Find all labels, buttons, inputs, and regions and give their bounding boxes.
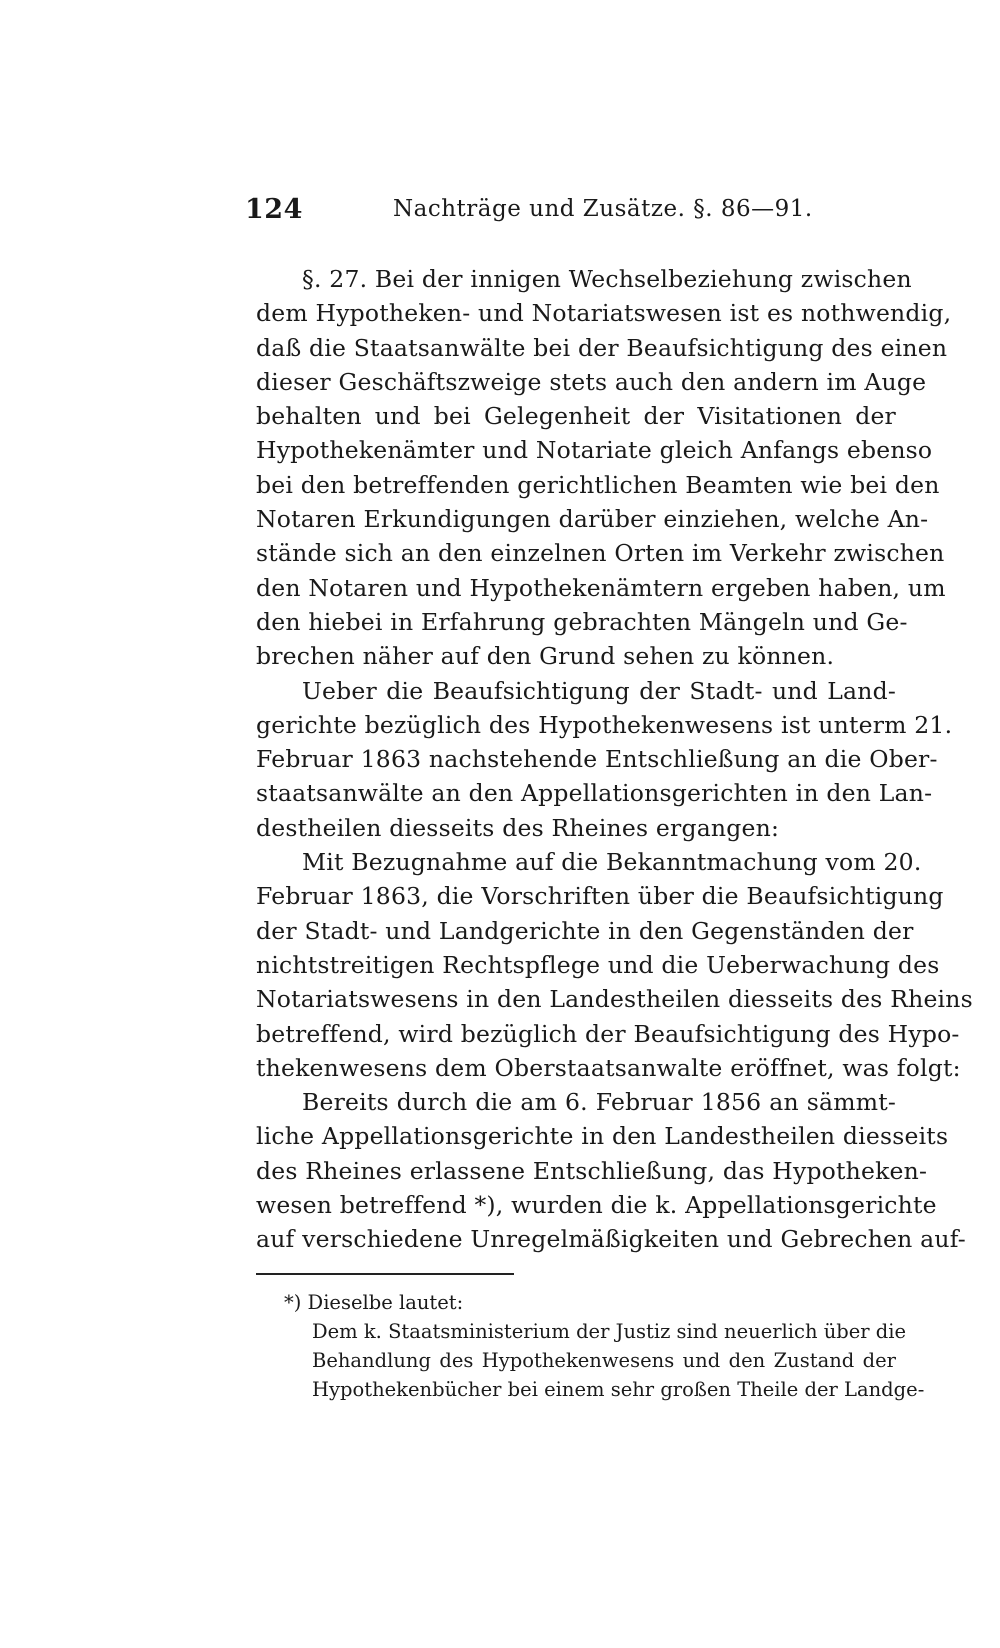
running-title: Nachträge und Zusätze. §. 86—91. [393, 196, 813, 222]
text-line: Ueber die Beaufsichtigung der Stadt- und Land- [302, 676, 896, 705]
page-number: 124 [245, 194, 303, 225]
footnote-line: Dem k. Staatsministerium der Justiz sind neuerlich über die [312, 1320, 907, 1343]
text-line: nichtstreitigen Rechtspflege und die Ueberwachung des [256, 950, 940, 979]
text-line: der Stadt- und Landgerichte in den Gegenständen der [256, 916, 914, 945]
text-line: §. 27. Bei der innigen Wechselbeziehung zwischen [302, 265, 912, 293]
text-line: Notaren Erkundigungen darüber einziehen, welche An- [256, 505, 929, 534]
text-line: bei den betreffenden gerichtlichen Beamten wie bei den [256, 470, 940, 499]
text-line: wesen betreffend *), wurden die k. Appellationsgerichte [256, 1191, 937, 1220]
text-line: Hypothekenämter und Notariate gleich Anfangs ebenso [256, 436, 933, 465]
text-line: auf verschiedene Unregelmäßigkeiten und Gebrechen auf- [256, 1225, 966, 1254]
text-line: Mit Bezugnahme auf die Bekanntmachung vom 20. [302, 848, 922, 877]
text-line: betreffend, wird bezüglich der Beaufsichtigung des Hypo- [256, 1019, 960, 1048]
footnote-line: Hypothekenbücher bei einem sehr großen Theile der Landge- [312, 1378, 925, 1401]
text-line: thekenwesens dem Oberstaatsanwalte eröffnet, was folgt: [256, 1053, 961, 1082]
text-line: Februar 1863, die Vorschriften über die Beaufsichtigung [256, 882, 944, 911]
text-line: Notariatswesens in den Landestheilen diesseits des Rheins [256, 985, 973, 1014]
footnote [256, 1288, 925, 1404]
text-line: den Notaren und Hypothekenämtern ergeben haben, um [256, 573, 946, 602]
footnote-line: *) Dieselbe lautet: [284, 1291, 464, 1314]
text-line: liche Appellationsgerichte in den Landestheilen diesseits [256, 1122, 949, 1151]
text-line: den hiebei in Erfahrung gebrachten Mängeln und Ge- [256, 607, 908, 636]
footnote-divider [256, 1273, 514, 1275]
text-line: dieser Geschäftszweige stets auch den andern im Auge [256, 367, 927, 396]
text-line: des Rheines erlassene Entschließung, das Hypotheken- [256, 1156, 928, 1185]
text-line: gerichte bezüglich des Hypothekenwesens ist unterm 21. [256, 710, 953, 739]
body-text [256, 262, 973, 1257]
text-line: Bereits durch die am 6. Februar 1856 an sämmt- [302, 1088, 896, 1117]
text-line: destheilen diesseits des Rheines ergangen: [256, 813, 780, 842]
text-line: Februar 1863 nachstehende Entschließung an die Ober- [256, 745, 938, 774]
text-line: brechen näher auf den Grund sehen zu können. [256, 642, 835, 671]
text-line: staatsanwälte an den Appellationsgerichten in den Lan- [256, 779, 933, 808]
running-head [245, 194, 813, 234]
text-line: stände sich an den einzelnen Orten im Verkehr zwischen [256, 539, 945, 568]
text-line: daß die Staatsanwälte bei der Beaufsichtigung des einen [256, 333, 948, 362]
text-line: dem Hypotheken- und Notariatswesen ist es nothwendig, [256, 299, 952, 328]
text-line: behalten und bei Gelegenheit der Visitationen der [256, 402, 896, 431]
footnote-line: Behandlung des Hypothekenwesens und den Zustand der [312, 1349, 896, 1372]
